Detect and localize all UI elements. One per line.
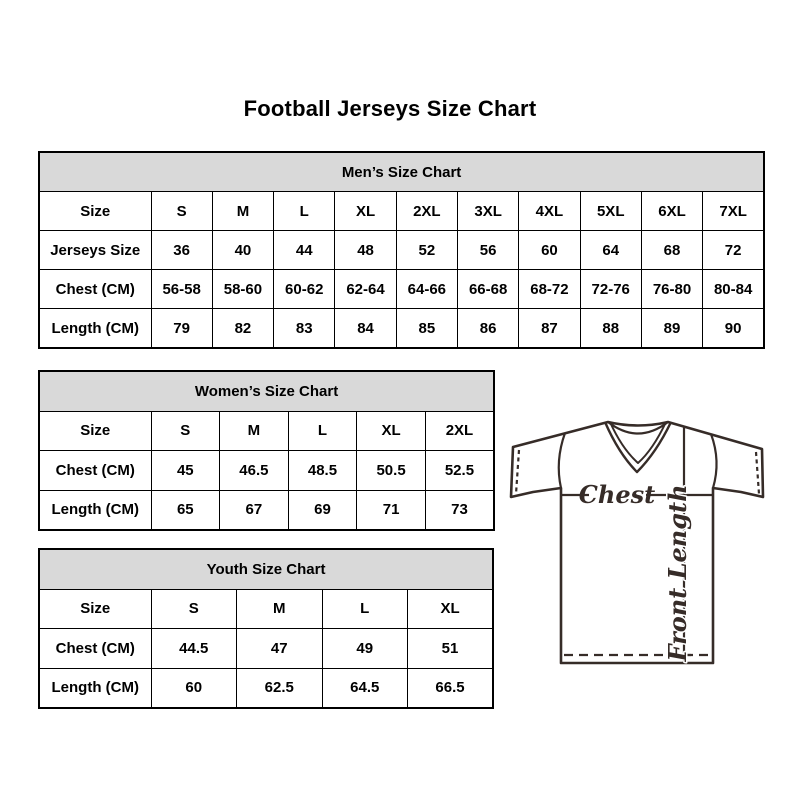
row-label: Length (CM) xyxy=(39,668,151,708)
size-value: 67 xyxy=(220,490,289,530)
jersey-measurement-diagram xyxy=(505,405,770,670)
row-label: Chest (CM) xyxy=(39,629,151,669)
size-value: 48 xyxy=(335,231,396,270)
size-value: 44.5 xyxy=(151,629,237,669)
size-value: 64-66 xyxy=(396,270,457,309)
size-value: 90 xyxy=(703,309,764,349)
size-value: 64.5 xyxy=(322,668,408,708)
size-value: 88 xyxy=(580,309,641,349)
row-label: Size xyxy=(39,192,151,231)
size-value: L xyxy=(274,192,335,231)
table-row xyxy=(39,629,493,669)
womens-table-title: Women’s Size Chart xyxy=(39,371,494,411)
size-value: 79 xyxy=(151,309,212,349)
row-label: Length (CM) xyxy=(39,309,151,349)
size-value: 50.5 xyxy=(357,451,426,491)
size-value: L xyxy=(322,589,408,629)
size-value: 72-76 xyxy=(580,270,641,309)
table-row xyxy=(39,309,764,349)
table-row xyxy=(39,490,494,530)
size-value: 80-84 xyxy=(703,270,764,309)
size-value: M xyxy=(220,411,289,451)
size-value: 36 xyxy=(151,231,212,270)
size-value: 7XL xyxy=(703,192,764,231)
row-label: Chest (CM) xyxy=(39,270,151,309)
size-value: 48.5 xyxy=(288,451,357,491)
collar-outer-v xyxy=(605,422,671,472)
size-value: 49 xyxy=(322,629,408,669)
size-value: 60 xyxy=(151,668,237,708)
size-value: 73 xyxy=(425,490,494,530)
chest-label: Chest xyxy=(578,480,656,509)
right-armhole-seam xyxy=(711,434,717,488)
mens-size-table xyxy=(38,151,765,349)
size-value: 4XL xyxy=(519,192,580,231)
row-label: Jerseys Size xyxy=(39,231,151,270)
size-value: 2XL xyxy=(425,411,494,451)
size-value: XL xyxy=(335,192,396,231)
row-label: Length (CM) xyxy=(39,490,151,530)
table-row xyxy=(39,668,493,708)
table-row xyxy=(39,589,493,629)
table-row xyxy=(39,411,494,451)
row-label: Size xyxy=(39,411,151,451)
size-value: 45 xyxy=(151,451,220,491)
size-value: 52 xyxy=(396,231,457,270)
size-value: S xyxy=(151,192,212,231)
mens-table-title: Men’s Size Chart xyxy=(39,152,764,192)
size-value: 52.5 xyxy=(425,451,494,491)
size-value: XL xyxy=(357,411,426,451)
table-row xyxy=(39,451,494,491)
size-value: 40 xyxy=(212,231,273,270)
page-title: Football Jerseys Size Chart xyxy=(243,96,537,121)
size-value: 44 xyxy=(274,231,335,270)
table-row xyxy=(39,270,764,309)
jersey-diagram-icon xyxy=(505,405,770,670)
row-label: Size xyxy=(39,589,151,629)
size-value: 87 xyxy=(519,309,580,349)
size-value: 2XL xyxy=(396,192,457,231)
size-value: M xyxy=(212,192,273,231)
size-value: 3XL xyxy=(457,192,518,231)
size-value: 68 xyxy=(641,231,702,270)
size-value: 47 xyxy=(237,629,323,669)
size-value: 6XL xyxy=(641,192,702,231)
size-value: S xyxy=(151,589,237,629)
size-value: 62.5 xyxy=(237,668,323,708)
table-title-row xyxy=(39,371,494,411)
row-label: Chest (CM) xyxy=(39,451,151,491)
size-value: 46.5 xyxy=(220,451,289,491)
left-cuff-dashed-line xyxy=(516,450,519,494)
size-value: 82 xyxy=(212,309,273,349)
table-title-row xyxy=(39,549,493,589)
size-value: S xyxy=(151,411,220,451)
size-value: 84 xyxy=(335,309,396,349)
front-length-label: Front Length xyxy=(663,484,692,662)
size-value: 66.5 xyxy=(408,668,494,708)
size-value: 66-68 xyxy=(457,270,518,309)
youth-table-title: Youth Size Chart xyxy=(39,549,493,589)
size-value: 71 xyxy=(357,490,426,530)
size-value: M xyxy=(237,589,323,629)
size-value: 64 xyxy=(580,231,641,270)
table-title-row xyxy=(39,152,764,192)
size-value: 60-62 xyxy=(274,270,335,309)
size-value: 58-60 xyxy=(212,270,273,309)
left-armhole-seam xyxy=(559,433,565,488)
size-value: 83 xyxy=(274,309,335,349)
size-value: 5XL xyxy=(580,192,641,231)
size-value: 62-64 xyxy=(335,270,396,309)
size-value: 56-58 xyxy=(151,270,212,309)
table-row xyxy=(39,192,764,231)
size-value: 65 xyxy=(151,490,220,530)
table-row xyxy=(39,231,764,270)
size-value: XL xyxy=(408,589,494,629)
size-value: 51 xyxy=(408,629,494,669)
size-value: 72 xyxy=(703,231,764,270)
jersey-outline xyxy=(511,422,763,663)
size-value: L xyxy=(288,411,357,451)
youth-size-table xyxy=(38,548,494,709)
size-value: 69 xyxy=(288,490,357,530)
right-cuff-dashed-line xyxy=(756,452,759,494)
size-value: 68-72 xyxy=(519,270,580,309)
size-value: 85 xyxy=(396,309,457,349)
womens-size-table xyxy=(38,370,495,531)
size-value: 86 xyxy=(457,309,518,349)
size-value: 76-80 xyxy=(641,270,702,309)
size-value: 56 xyxy=(457,231,518,270)
size-value: 60 xyxy=(519,231,580,270)
size-value: 89 xyxy=(641,309,702,349)
